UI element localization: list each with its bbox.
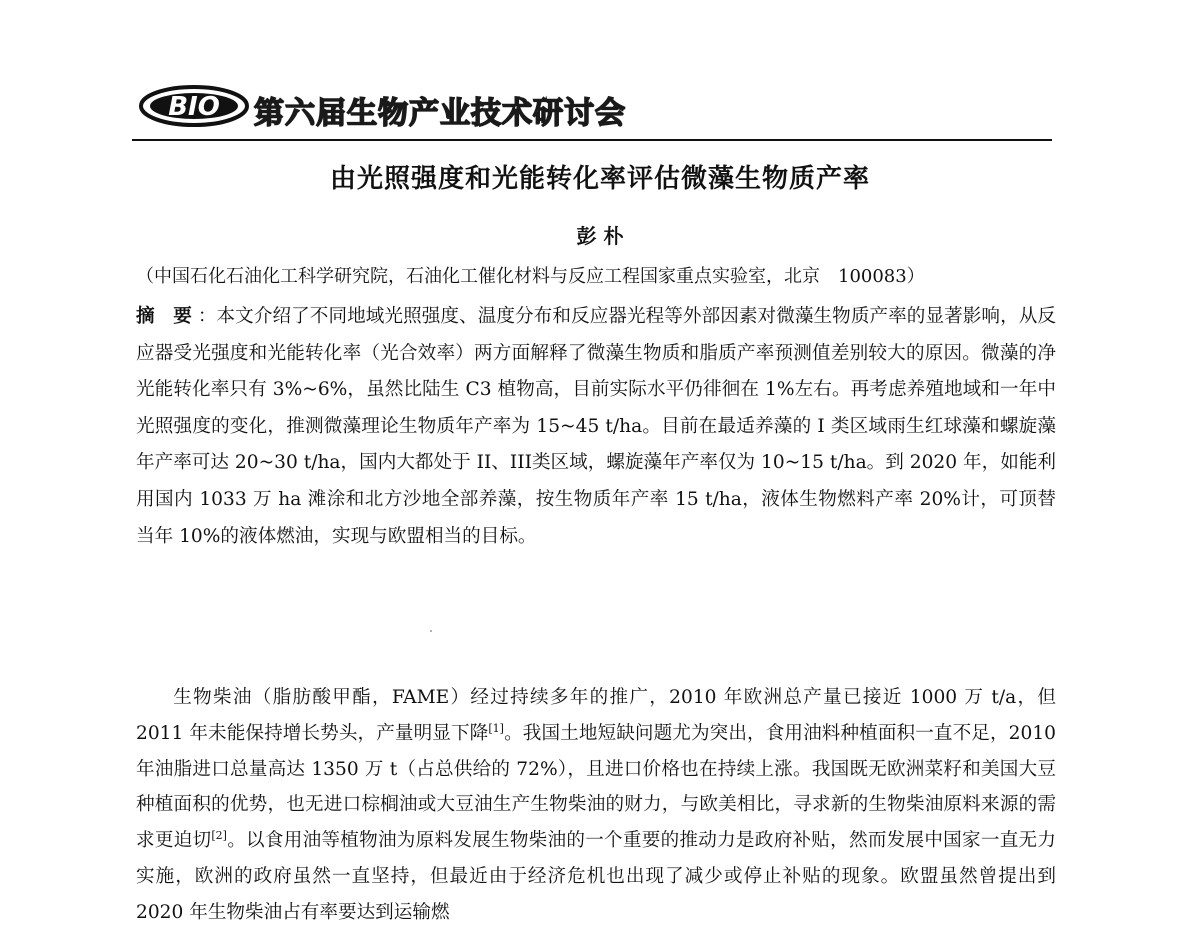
conference-header [134, 78, 1054, 140]
abstract-text: 本文介绍了不同地域光照强度、温度分布和反应器光程等外部因素对微藻生物质产率的显著影响，从反应器受光强度和光能转化率（光合效率）两方面解释了微藻生物质和脂质产率预测值差别较大的原因。微藻的净光能转化率只有 3%~6%，虽然比陆生 C3 植物高，目前实际水平仍徘徊在 1%左右。再考虑养殖地域和一年中光照强度的变化，推测微藻理论生物质年产率为 15~45 t/ha。目前在最适养藻的 I 类区域雨生红球藻和螺旋藻年产率可达 20~30 t/ha，国内大都处于 II、III类区域，螺旋藻年产率仅为 10~15 t/ha。到 2020 年，如能利用国内 1033 万 ha 滩涂和北方沙地全部养藻，按生物质年产率 15 t/ha，液体生物燃料产率 20%计，可顶替当年 10%的液体燃油，实现与欧盟相当的目标。 [136, 306, 1056, 547]
body-text-part-2: 。我国土地短缺问题尤为突出，食用油料种植面积一直不足，2010 年油脂进口总量高达 1350 万 t（占总供给的 72%），且进口价格也在持续上涨。我国既无欧洲菜籽和美国大豆种植面积的优势，也无进口棕榈油或大豆油生产生物柴油的财力，与欧美相比，寻求新的生物柴油原料来源的需求更迫切 [136, 722, 1057, 852]
scan-artifact-dot [430, 630, 432, 632]
header-divider [132, 139, 1052, 141]
citation-ref-2: [2] [211, 829, 227, 842]
citation-ref-1: [1] [488, 721, 504, 735]
body-text-part-3: 。以食用油等植物油为原料发展生物柴油的一个重要的推动力是政府补贴，然而发展中国家一直无力实施，欧洲的政府虽然一直坚持，但最近由于经济危机也出现了减少或停止补贴的现象。欧盟虽然曾提出到 2020 年生物柴油占有率要达到运输燃 [136, 830, 1056, 923]
author-affiliation: （中国石化石油化工科学研究院，石油化工催化材料与反应工程国家重点实验室，北京 100083） [136, 266, 925, 287]
abstract-colon: ： [197, 306, 217, 327]
abstract-paragraph [136, 299, 1056, 555]
bio-logo-icon [138, 84, 250, 128]
conference-title: 第六届生物产业技术研讨会 [254, 96, 626, 131]
body-text-part-1: 生物柴油（脂肪酸甲酯，FAME）经过持续多年的推广，2010 年欧洲总产量已接近 1000 万 t/a，但 2011 年未能保持增长势头，产量明显下降 [136, 687, 1056, 744]
body-paragraph [136, 680, 1056, 931]
abstract-label: 摘 要 [136, 306, 198, 327]
logo-text: BIO [168, 92, 220, 122]
paper-title: 由光照强度和光能转化率评估微藻生物质产率 [329, 164, 870, 194]
paper-author: 彭 朴 [576, 224, 624, 248]
